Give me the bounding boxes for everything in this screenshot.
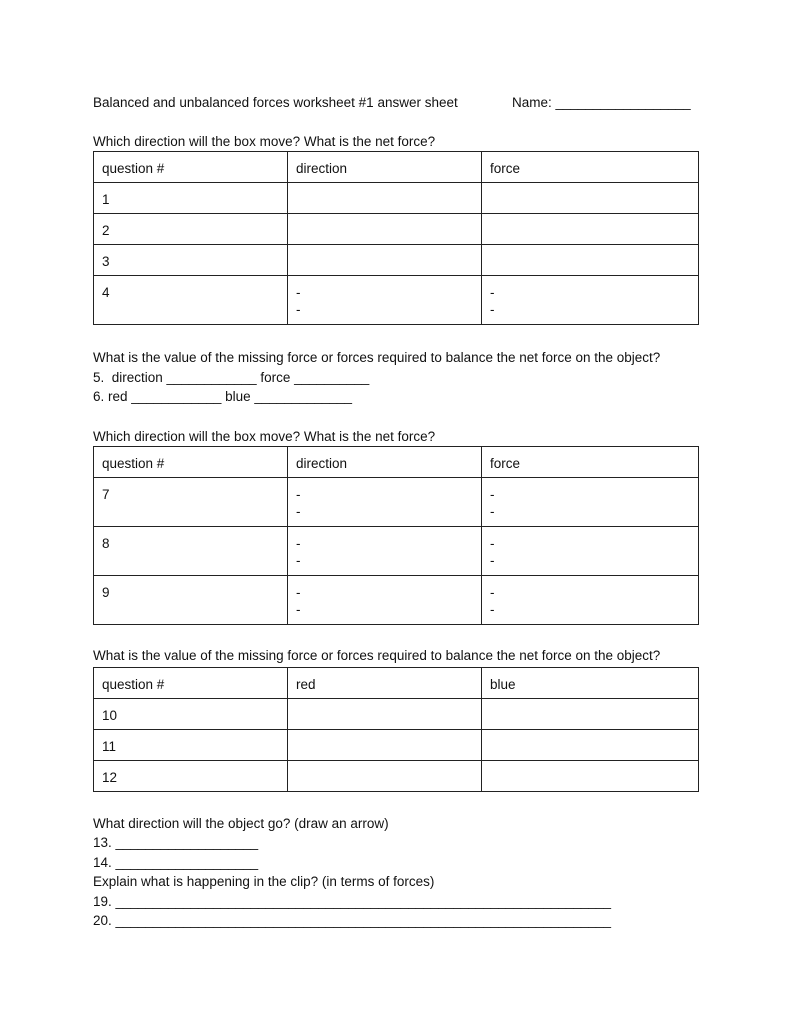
section4-prompt: What is the value of the missing force or forces required to balance the net force on the object? — [93, 648, 661, 663]
question-number: 7 — [94, 478, 288, 527]
answer-cell-blue[interactable] — [482, 730, 699, 761]
dash-mark: - — [296, 553, 301, 568]
answer-line-19[interactable]: 19. __________________________________________________________________ — [93, 894, 612, 909]
answer-line-13[interactable]: 13. ___________________ — [93, 835, 259, 850]
dash-mark: - — [296, 302, 301, 317]
answer-cell-force[interactable] — [482, 245, 699, 276]
column-header: red — [288, 668, 482, 699]
column-header: force — [482, 447, 699, 478]
question-number: 12 — [94, 761, 288, 792]
answer-line-5[interactable]: 5. direction ____________ force __________ — [93, 370, 370, 385]
answer-cell-direction[interactable] — [288, 478, 482, 527]
answer-line-14[interactable]: 14. ___________________ — [93, 855, 259, 870]
dash-mark: - — [490, 602, 495, 617]
table-row — [94, 699, 699, 730]
dash-mark: - — [296, 602, 301, 617]
dash-mark: - — [490, 585, 495, 600]
question-number: 2 — [94, 214, 288, 245]
answer-cell-red[interactable] — [288, 730, 482, 761]
answer-line-6[interactable]: 6. red ____________ blue _____________ — [93, 389, 352, 404]
answer-cell-direction[interactable] — [288, 276, 482, 325]
answer-cell-direction[interactable] — [288, 576, 482, 625]
section1-prompt: Which direction will the box move? What is the net force? — [93, 134, 436, 149]
section3-prompt: Which direction will the box move? What is the net force? — [93, 429, 436, 444]
question-number: 10 — [94, 699, 288, 730]
table-row — [94, 183, 699, 214]
table-header-row — [94, 447, 699, 478]
section2-prompt: What is the value of the missing force or forces required to balance the net force on the object? — [93, 350, 661, 365]
question-number: 4 — [94, 276, 288, 325]
answer-cell-force[interactable] — [482, 527, 699, 576]
dash-mark: - — [490, 302, 495, 317]
answer-cell-direction[interactable] — [288, 245, 482, 276]
answer-cell-blue[interactable] — [482, 761, 699, 792]
question-number: 3 — [94, 245, 288, 276]
answer-cell-red[interactable] — [288, 761, 482, 792]
table-row — [94, 761, 699, 792]
dash-mark: - — [490, 536, 495, 551]
answer-cell-force[interactable] — [482, 183, 699, 214]
column-header: blue — [482, 668, 699, 699]
answer-cell-blue[interactable] — [482, 699, 699, 730]
answer-cell-direction[interactable] — [288, 183, 482, 214]
table-row — [94, 214, 699, 245]
answer-cell-direction[interactable] — [288, 527, 482, 576]
column-header: question # — [94, 447, 288, 478]
question-number: 11 — [94, 730, 288, 761]
dash-mark: - — [490, 504, 495, 519]
column-header: question # — [94, 668, 288, 699]
name-field[interactable]: Name: __________________ — [512, 95, 691, 110]
table-header-row — [94, 668, 699, 699]
column-header: force — [482, 152, 699, 183]
answer-cell-force[interactable] — [482, 276, 699, 325]
table-row — [94, 576, 699, 625]
table-row — [94, 276, 699, 325]
section5-prompt-2: Explain what is happening in the clip? (in terms of forces) — [93, 874, 435, 889]
table-missing-forces — [93, 667, 699, 792]
answer-cell-direction[interactable] — [288, 214, 482, 245]
answer-cell-force[interactable] — [482, 478, 699, 527]
table-directions-1 — [93, 151, 699, 325]
table-row — [94, 245, 699, 276]
table-row — [94, 527, 699, 576]
dash-mark: - — [296, 504, 301, 519]
section5-prompt: What direction will the object go? (draw an arrow) — [93, 816, 389, 831]
question-number: 9 — [94, 576, 288, 625]
answer-cell-force[interactable] — [482, 214, 699, 245]
column-header: question # — [94, 152, 288, 183]
dash-mark: - — [296, 285, 301, 300]
table-directions-2 — [93, 446, 699, 625]
dash-mark: - — [490, 487, 495, 502]
dash-mark: - — [296, 536, 301, 551]
answer-cell-force[interactable] — [482, 576, 699, 625]
dash-mark: - — [296, 487, 301, 502]
table-row — [94, 478, 699, 527]
dash-mark: - — [296, 585, 301, 600]
question-number: 8 — [94, 527, 288, 576]
dash-mark: - — [490, 285, 495, 300]
dash-mark: - — [490, 553, 495, 568]
question-number: 1 — [94, 183, 288, 214]
table-row — [94, 730, 699, 761]
column-header: direction — [288, 152, 482, 183]
worksheet-title: Balanced and unbalanced forces worksheet #1 answer sheet — [93, 95, 458, 110]
column-header: direction — [288, 447, 482, 478]
answer-cell-red[interactable] — [288, 699, 482, 730]
table-header-row — [94, 152, 699, 183]
answer-line-20[interactable]: 20. __________________________________________________________________ — [93, 913, 612, 928]
